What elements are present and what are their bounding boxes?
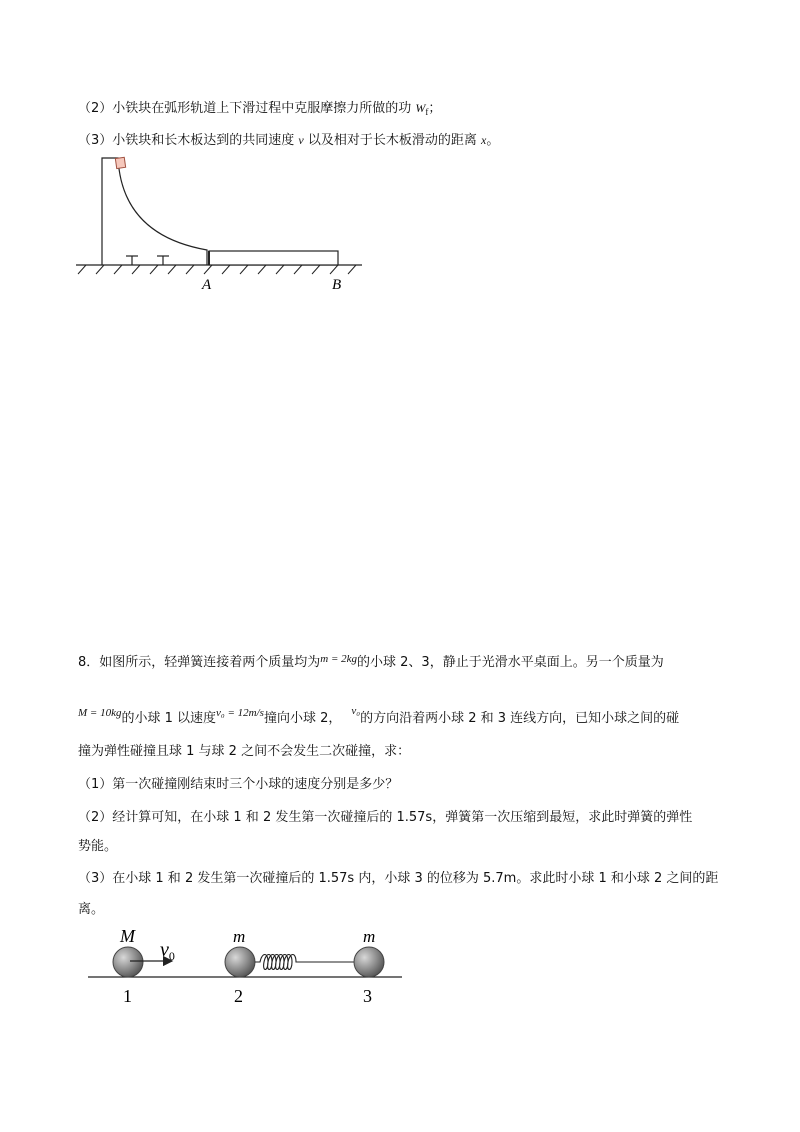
q7-part3-mid: 以及相对于长木板滑动的距离 xyxy=(303,133,481,148)
q8-line2-t3: 的方向沿着两小球 2 和 3 连线方向，已知小球之间的碰 xyxy=(360,711,680,726)
q8-part1: （1）第一次碰撞刚结束时三个小球的速度分别是多少？ xyxy=(78,777,399,792)
q8-line2 xyxy=(78,702,679,728)
q8-line2-t1: 的小球 1 以速度 xyxy=(121,711,217,726)
ball-3 xyxy=(354,947,384,977)
q8-line1-suffix: 的小球 2、3，静止于光滑水平桌面上。另一个质量为 xyxy=(357,655,664,670)
iron-block xyxy=(115,157,125,168)
q7-part2 xyxy=(78,99,441,121)
q8-line1 xyxy=(78,650,664,672)
q7-part3-x: x xyxy=(481,133,487,147)
spring xyxy=(255,955,354,970)
q7-part3-suffix: 。 xyxy=(486,133,500,148)
q8-part3-line1: （3）在小球 1 和 2 发生第一次碰撞后的 1.57s 内，小球 3 的位移为 5.7m。求此时小球 1 和小球 2 之间的距 xyxy=(78,871,719,886)
label-1: 1 xyxy=(123,986,132,1006)
label-a: A xyxy=(202,277,212,293)
q7-part2-suffix: ； xyxy=(428,101,442,116)
label-m-ball2: m xyxy=(233,927,246,946)
q8-line2-t2: 撞向小球 2， xyxy=(263,711,342,726)
q8-mass-M: M = 10kg xyxy=(78,707,122,719)
q7-part2-text: （2）小铁块在弧形轨道上下滑过程中克服摩擦力所做的功 xyxy=(78,101,416,116)
label-3: 3 xyxy=(363,986,372,1006)
label-v0: $v_0$ xyxy=(160,939,175,963)
ground-hatching xyxy=(78,265,356,274)
curved-track xyxy=(102,158,207,265)
ball-1 xyxy=(113,947,143,977)
label-m-ball3: m xyxy=(363,927,376,946)
label-b: B xyxy=(332,277,342,293)
long-board xyxy=(209,251,338,265)
q8-velocity-v0: v₀ = 12m/s xyxy=(216,707,264,719)
track-figure xyxy=(70,150,370,295)
q8-line1-text: 8．如图所示，轻弹簧连接着两个质量均为 xyxy=(78,655,321,670)
q8-part2-line2: 势能。 xyxy=(78,839,118,854)
q7-part2-var: $W_f$ xyxy=(415,101,429,117)
q7-part3-v: v xyxy=(298,133,304,147)
label-M: M xyxy=(120,926,135,946)
q8-part2-line1: （2）经计算可知，在小球 1 和 2 发生第一次碰撞后的 1.57s，弹簧第一次压缩到最短，求此时弹簧的弹性 xyxy=(78,810,693,825)
q8-v0-symbol: v₀ xyxy=(351,705,361,717)
q8-part3-line2: 离。 xyxy=(78,902,105,917)
q7-part3-text: （3）小铁块和长木板达到的共同速度 xyxy=(78,133,299,148)
q8-line3: 撞为弹性碰撞且球 1 与球 2 之间不会发生二次碰撞，求： xyxy=(78,744,411,759)
label-2: 2 xyxy=(234,986,243,1006)
ball-2 xyxy=(225,947,255,977)
q8-mass-m: m = 2kg xyxy=(320,653,358,665)
q7-part3 xyxy=(78,131,499,150)
track-stoppers xyxy=(126,256,169,265)
balls-figure xyxy=(80,920,410,1015)
